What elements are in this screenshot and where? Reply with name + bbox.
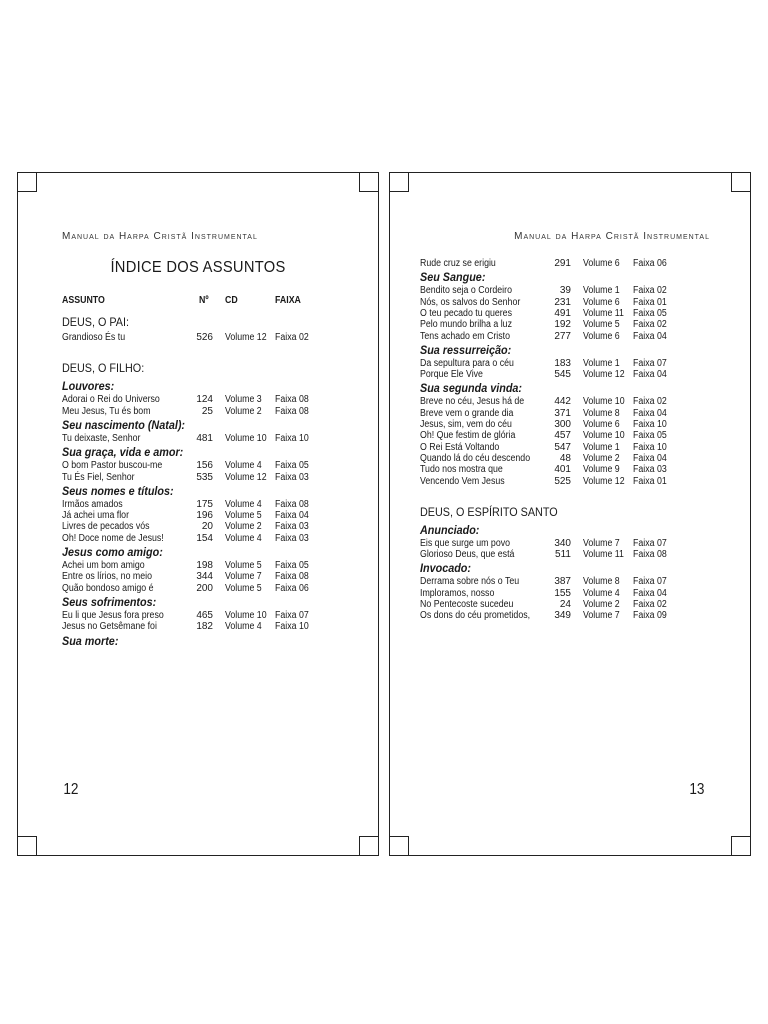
entry-faixa: Faixa 02 [633, 319, 667, 331]
entry-faixa: Faixa 08 [633, 549, 667, 561]
entry-title: Irmãos amados [62, 498, 123, 510]
entry-number: 39 [559, 285, 571, 297]
entry-cd: Volume 2 [225, 405, 262, 417]
entry-title: O Rei Está Voltando [420, 441, 500, 453]
entry-title: Meu Jesus, Tu és bom [62, 405, 151, 417]
entry-title: Vencendo Vem Jesus [420, 475, 505, 487]
entry-faixa: Faixa 05 [633, 430, 667, 442]
crop-mark [731, 191, 751, 192]
entry-title: O teu pecado tu queres [420, 307, 512, 319]
entry-title: Derrama sobre nós o Teu [420, 576, 520, 588]
entry-title: Entre os lírios, no meio [62, 571, 152, 583]
entry-faixa: Faixa 04 [633, 369, 667, 381]
entry-number: 25 [201, 405, 213, 417]
entry-title: Rude cruz se erigiu [420, 258, 496, 269]
entry-title: Pelo mundo brilha a luz [420, 319, 512, 331]
entry-number: 155 [554, 587, 571, 599]
entry-cd: Volume 7 [583, 610, 620, 622]
column-header-faixa: FAIXA [275, 295, 301, 306]
entry-faixa: Faixa 06 [633, 258, 667, 269]
entry-cd: Volume 5 [225, 510, 262, 522]
entry-cd: Volume 6 [583, 330, 620, 342]
entry-cd: Volume 2 [583, 452, 620, 464]
entry-number: 156 [196, 460, 213, 472]
entry-title: Quando lá do céu descendo [420, 452, 531, 464]
entry-faixa: Faixa 01 [633, 296, 667, 308]
entry-title: Grandioso És tu [62, 332, 126, 343]
entry-cd: Volume 9 [583, 464, 620, 476]
entry-number: 154 [196, 532, 213, 544]
entry-cd: Volume 12 [225, 332, 267, 343]
crop-mark [408, 172, 409, 192]
entry-title: Nós, os salvos do Senhor [420, 296, 521, 308]
entry-cd: Volume 1 [583, 285, 620, 297]
column-header-cd: CD [225, 295, 238, 306]
page-number: 12 [63, 781, 79, 798]
entry-title: Já achei uma flor [62, 510, 130, 522]
entry-title: Bendito seja o Cordeiro [420, 285, 512, 297]
category-heading: DEUS, O ESPÍRITO SANTO [420, 504, 558, 519]
left-page [17, 172, 379, 856]
entry-title: Da sepultura para o céu [420, 357, 514, 369]
subcategory-heading: Sua morte: [62, 633, 119, 648]
crop-mark [36, 172, 37, 192]
crop-mark [731, 836, 751, 837]
crop-mark [731, 836, 732, 856]
entry-title: Adorai o Rei do Universo [62, 394, 160, 406]
right-page [389, 172, 751, 856]
entry-cd: Volume 5 [225, 582, 262, 594]
entry-number: 401 [554, 464, 571, 476]
entry-faixa: Faixa 10 [275, 432, 309, 444]
entry-cd: Volume 1 [583, 357, 620, 369]
subcategory-heading: Sua ressurreição: [420, 342, 512, 357]
entry-faixa: Faixa 08 [275, 394, 309, 406]
entry-title: Os dons do céu prometidos, [420, 610, 531, 622]
entry-faixa: Faixa 04 [633, 452, 667, 464]
entry-cd: Volume 12 [225, 471, 267, 483]
entry-cd: Volume 4 [225, 460, 262, 472]
column-header-assunto: ASSUNTO [62, 295, 105, 306]
entry-number: 371 [554, 407, 571, 419]
entry-title: Eu li que Jesus fora preso [62, 609, 164, 621]
entry-number: 20 [201, 521, 213, 533]
entry-faixa: Faixa 05 [633, 307, 667, 319]
entry-cd: Volume 10 [583, 430, 625, 442]
entry-number: 511 [555, 549, 571, 561]
entry-title: Tudo nos mostra que [420, 464, 503, 476]
entry-title: Achei um bom amigo [62, 560, 145, 571]
entry-cd: Volume 10 [225, 609, 267, 621]
entry-cd: Volume 7 [225, 571, 262, 583]
subcategory-heading: Jesus como amigo: [62, 545, 163, 559]
entry-title: Porque Ele Vive [420, 369, 483, 381]
entry-number: 525 [554, 475, 571, 487]
entry-cd: Volume 4 [225, 498, 262, 510]
crop-mark [36, 836, 37, 856]
entry-faixa: Faixa 07 [275, 609, 309, 621]
entry-cd: Volume 11 [583, 549, 624, 561]
entry-cd: Volume 6 [583, 419, 620, 430]
entry-faixa: Faixa 10 [275, 621, 309, 633]
entry-faixa: Faixa 03 [633, 464, 667, 476]
entry-number: 182 [196, 621, 213, 633]
entry-cd: Volume 2 [583, 599, 620, 610]
subcategory-heading: Louvores: [62, 379, 115, 394]
entry-cd: Volume 2 [225, 521, 262, 533]
entry-number: 535 [196, 471, 213, 483]
entry-title: Quão bondoso amigo é [62, 582, 154, 594]
entry-number: 124 [196, 394, 213, 406]
entry-faixa: Faixa 05 [275, 560, 309, 571]
crop-mark [359, 172, 360, 192]
running-header: Manual da Harpa Cristã Instrumental [514, 231, 710, 242]
entry-faixa: Faixa 02 [633, 285, 667, 297]
entry-faixa: Faixa 09 [633, 610, 667, 622]
entry-cd: Volume 4 [583, 587, 620, 599]
entry-number: 465 [196, 609, 213, 621]
entry-title: Tens achado em Cristo [420, 330, 511, 342]
entry-title: Oh! Que festim de glória [420, 430, 516, 442]
entry-number: 349 [554, 610, 571, 622]
entry-cd: Volume 6 [583, 258, 620, 269]
entry-title: Jesus, sim, vem do céu [420, 419, 512, 430]
entry-title: Tu És Fiel, Senhor [62, 471, 135, 483]
entry-title: Jesus no Getsêmane foi [62, 621, 157, 633]
entry-faixa: Faixa 02 [633, 396, 667, 408]
crop-mark [389, 836, 409, 837]
entry-number: 277 [554, 330, 571, 342]
entry-cd: Volume 10 [583, 396, 625, 408]
entry-number: 175 [196, 498, 213, 510]
entry-cd: Volume 7 [583, 537, 620, 549]
entry-number: 192 [554, 319, 571, 331]
entry-number: 300 [554, 419, 571, 430]
entry-number: 387 [554, 576, 571, 588]
entry-faixa: Faixa 04 [275, 510, 309, 522]
entry-title: Glorioso Deus, que está [420, 549, 515, 561]
crop-mark [389, 191, 409, 192]
entry-number: 340 [554, 537, 571, 549]
entry-faixa: Faixa 07 [633, 357, 667, 369]
subcategory-heading: Sua graça, vida e amor: [62, 445, 184, 460]
entry-faixa: Faixa 07 [633, 537, 667, 549]
page-title: ÍNDICE DOS ASSUNTOS [110, 259, 286, 276]
entry-cd: Volume 6 [583, 296, 620, 308]
subcategory-heading: Sua segunda vinda: [420, 381, 523, 396]
crop-mark [17, 836, 37, 837]
crop-mark [408, 836, 409, 856]
entry-cd: Volume 1 [583, 441, 620, 453]
category-heading: DEUS, O FILHO: [62, 361, 145, 376]
entry-number: 198 [196, 560, 213, 571]
entry-number: 526 [196, 332, 213, 343]
entry-cd: Volume 8 [583, 407, 620, 419]
entry-title: Breve no céu, Jesus há de [420, 396, 525, 408]
entry-faixa: Faixa 10 [633, 441, 667, 453]
entry-number: 48 [559, 452, 571, 464]
entry-number: 183 [554, 357, 571, 369]
entry-title: Oh! Doce nome de Jesus! [62, 532, 164, 544]
subcategory-heading: Anunciado: [420, 522, 480, 537]
entry-number: 491 [554, 307, 571, 319]
subcategory-heading: Seu Sangue: [420, 270, 486, 285]
entry-number: 344 [196, 571, 213, 583]
entry-faixa: Faixa 03 [275, 532, 309, 544]
crop-mark [731, 172, 732, 192]
entry-title: Eis que surge um povo [420, 537, 511, 549]
page-number: 13 [689, 781, 705, 798]
entry-faixa: Faixa 01 [633, 475, 667, 487]
crop-mark [359, 191, 379, 192]
entry-faixa: Faixa 07 [633, 576, 667, 588]
entry-cd: Volume 10 [225, 432, 267, 444]
crop-mark [17, 191, 37, 192]
entry-cd: Volume 5 [583, 319, 620, 331]
entry-cd: Volume 4 [225, 621, 262, 633]
entry-title: Imploramos, nosso [420, 587, 495, 599]
entry-number: 545 [554, 369, 571, 381]
entry-faixa: Faixa 08 [275, 405, 309, 417]
entry-number: 196 [196, 510, 213, 522]
entry-number: 291 [554, 258, 571, 269]
entry-number: 457 [554, 430, 571, 442]
entry-cd: Volume 4 [225, 532, 262, 544]
entry-number: 481 [196, 432, 213, 444]
entry-title: Tu deixaste, Senhor [62, 432, 141, 444]
entry-number: 24 [559, 599, 571, 610]
entry-faixa: Faixa 04 [633, 330, 667, 342]
entry-title: Livres de pecados vós [62, 521, 150, 533]
category-heading: DEUS, O PAI: [62, 315, 130, 329]
subcategory-heading: Seu nascimento (Natal): [62, 417, 186, 432]
column-header-numero: Nº [199, 295, 209, 306]
running-header: Manual da Harpa Cristã Instrumental [62, 231, 258, 242]
entry-number: 547 [554, 441, 571, 453]
entry-faixa: Faixa 10 [633, 419, 667, 430]
entry-faixa: Faixa 08 [275, 498, 309, 510]
entry-cd: Volume 8 [583, 576, 620, 588]
entry-faixa: Faixa 06 [275, 582, 309, 594]
entry-cd: Volume 3 [225, 394, 262, 406]
entry-cd: Volume 5 [225, 560, 262, 571]
entry-faixa: Faixa 08 [275, 571, 309, 583]
crop-mark [359, 836, 379, 837]
entry-faixa: Faixa 02 [633, 599, 667, 610]
entry-title: No Pentecoste sucedeu [420, 599, 514, 610]
entry-faixa: Faixa 04 [633, 407, 667, 419]
crop-mark [359, 836, 360, 856]
entry-title: Breve vem o grande dia [420, 407, 514, 419]
entry-faixa: Faixa 03 [275, 471, 309, 483]
subcategory-heading: Seus nomes e títulos: [62, 483, 174, 498]
entry-title: O bom Pastor buscou-me [62, 460, 163, 472]
entry-number: 231 [554, 296, 571, 308]
entry-number: 200 [196, 582, 213, 594]
entry-faixa: Faixa 05 [275, 460, 309, 472]
entry-faixa: Faixa 02 [275, 332, 309, 343]
entry-faixa: Faixa 04 [633, 587, 667, 599]
subcategory-heading: Seus sofrimentos: [62, 594, 157, 609]
entry-faixa: Faixa 03 [275, 521, 309, 533]
entry-cd: Volume 12 [583, 369, 625, 381]
entry-number: 442 [554, 396, 571, 408]
subcategory-heading: Invocado: [420, 561, 472, 576]
entry-cd: Volume 11 [583, 307, 624, 319]
entry-cd: Volume 12 [583, 475, 625, 487]
